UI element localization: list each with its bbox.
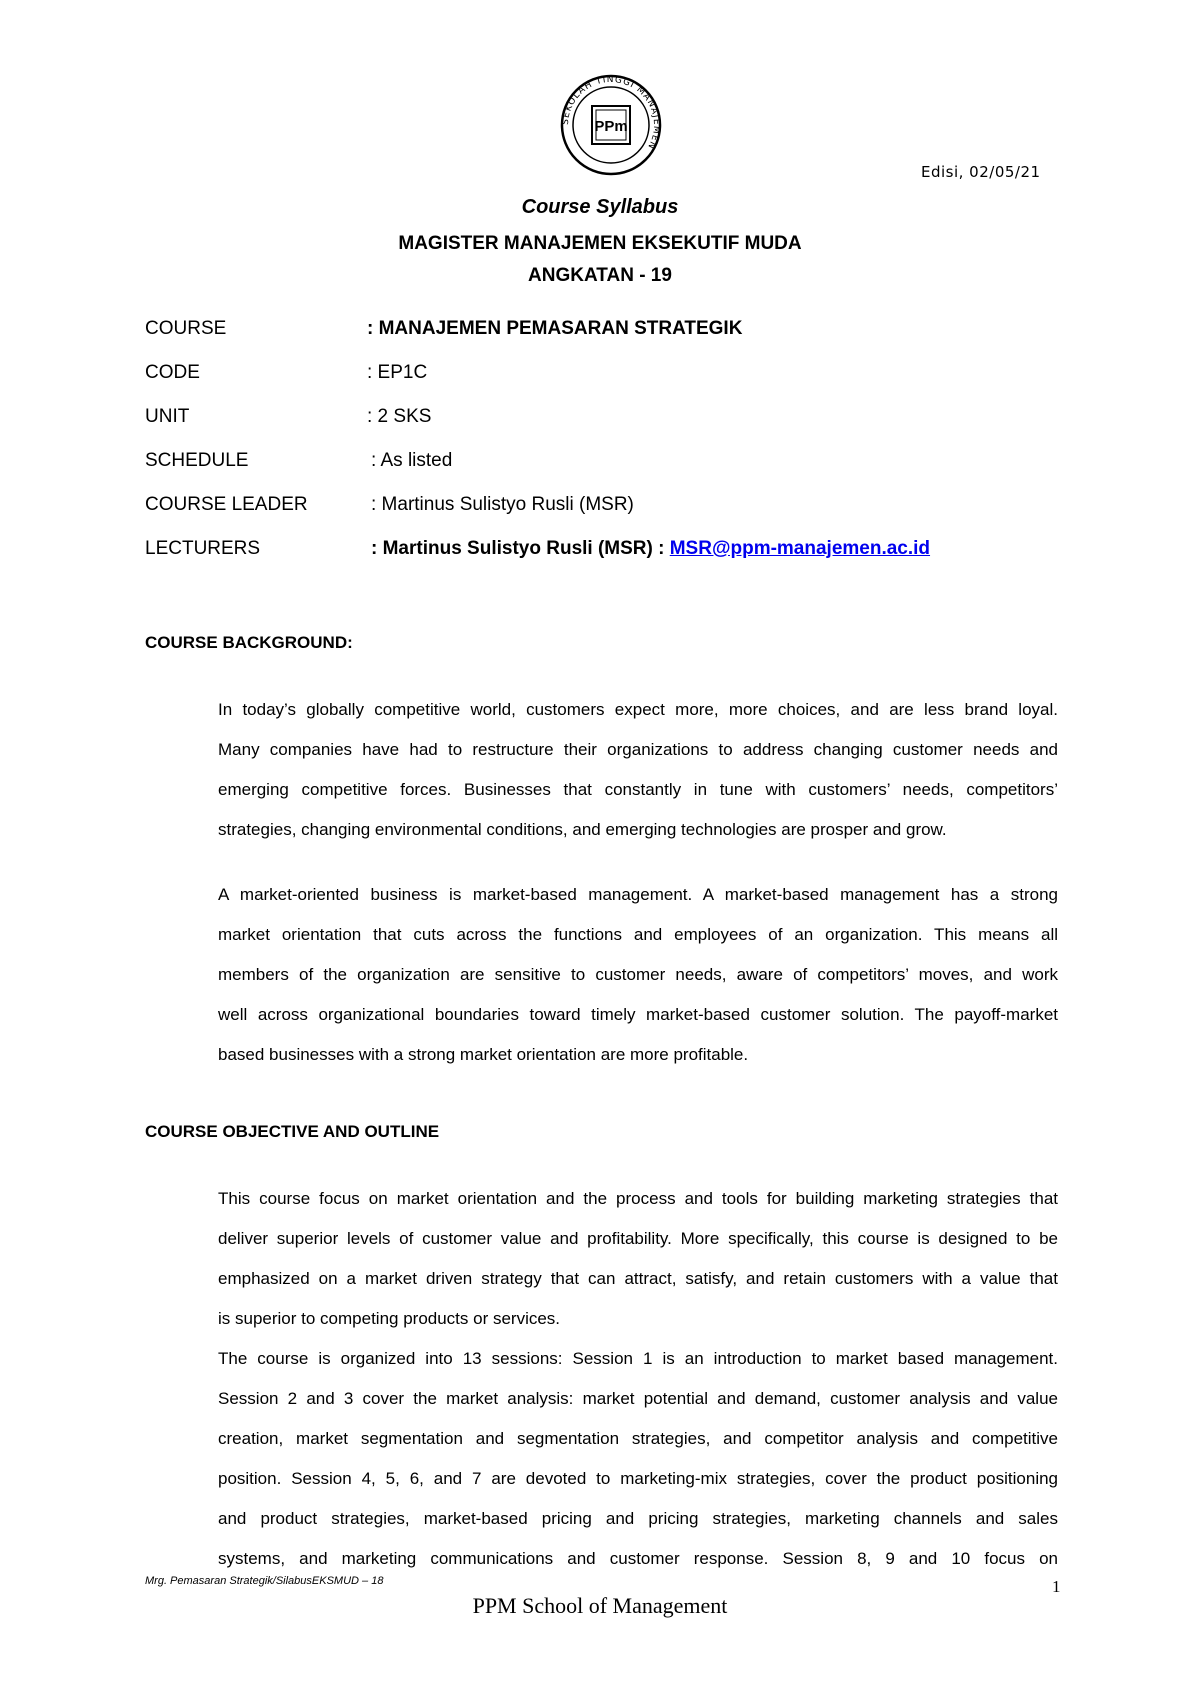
- background-title: COURSE BACKGROUND:: [145, 633, 353, 652]
- objective-paragraph-2: [218, 1339, 1058, 1579]
- leader-label: COURSE LEADER: [145, 494, 308, 515]
- text-line: The course is organized into 13 sessions: Session 1 is an introduction to market based management.: [218, 1349, 1058, 1368]
- background-paragraph-1: [218, 690, 1058, 850]
- text-line: well across organizational boundaries toward timely market-based customer solution. The payoff-market: [218, 1005, 1058, 1024]
- schedule-value: : As listed: [371, 450, 453, 471]
- text-line: This course focus on market orientation and the process and tools for building marketing strategies that: [218, 1189, 1058, 1208]
- course-value: : MANAJEMEN PEMASARAN STRATEGIK: [367, 318, 743, 339]
- text-line: position. Session 4, 5, 6, and 7 are devoted to marketing-mix strategies, cover the product positioning: [218, 1469, 1058, 1488]
- lecturers-value: [371, 538, 930, 560]
- edition-date: Edisi, 02/05/21: [921, 163, 1041, 181]
- code-row: [145, 362, 1095, 386]
- page-number: 1: [1052, 1577, 1061, 1596]
- lecturers-label: LECTURERS: [145, 538, 261, 559]
- logo-ring-text: SEKOLAH TINGGI MANAJEMEN: [560, 74, 662, 151]
- text-line: is superior to competing products or services.: [218, 1309, 561, 1328]
- text-line: In today’s globally competitive world, customers expect more, more choices, and are less brand loyal.: [218, 700, 1058, 719]
- text-line: Many companies have had to restructure their organizations to address changing customer needs and: [218, 740, 1058, 759]
- text-line: A market-oriented business is market-based management. A market-based management has a strong: [218, 885, 1058, 904]
- leader-value: : Martinus Sulistyo Rusli (MSR): [371, 494, 634, 515]
- leader-row: [145, 494, 1095, 518]
- school-logo: [559, 73, 663, 177]
- lecturer-email-link[interactable]: MSR@ppm-manajemen.ac.id: [669, 538, 931, 559]
- text-line: based businesses with a strong market orientation are more profitable.: [218, 1045, 749, 1064]
- text-line: Session 2 and 3 cover the market analysis: market potential and demand, customer analysis and value: [218, 1389, 1058, 1408]
- text-line: emerging competitive forces. Businesses that constantly in tune with customers’ needs, competitors’: [218, 780, 1058, 799]
- objective-title: COURSE OBJECTIVE AND OUTLINE: [145, 1122, 440, 1141]
- unit-row: [145, 406, 1095, 430]
- program-title: MAGISTER MANAJEMEN EKSEKUTIF MUDA: [398, 233, 802, 254]
- text-line: members of the organization are sensitive to customer needs, aware of competitors’ moves, and work: [218, 965, 1058, 984]
- schedule-row: [145, 450, 1095, 474]
- code-value: : EP1C: [367, 362, 428, 383]
- background-paragraph-2: [218, 875, 1058, 1075]
- course-label: COURSE: [145, 318, 227, 339]
- doc-type: Course Syllabus: [521, 196, 679, 218]
- unit-value: : 2 SKS: [367, 406, 432, 427]
- logo-text: PPm: [594, 118, 628, 135]
- lecturers-name: : Martinus Sulistyo Rusli (MSR) :: [371, 538, 670, 559]
- schedule-label: SCHEDULE: [145, 450, 249, 471]
- text-line: deliver superior levels of customer value and profitability. More specifically, this course is designed to be: [218, 1229, 1058, 1248]
- footer-school-name: PPM School of Management: [472, 1593, 728, 1618]
- text-line: strategies, changing environmental conditions, and emerging technologies are prosper and grow.: [218, 820, 947, 839]
- objective-paragraph-1: [218, 1179, 1058, 1339]
- lecturers-row: [145, 538, 1095, 562]
- text-line: and product strategies, market-based pricing and pricing strategies, marketing channels and sales: [218, 1509, 1058, 1528]
- unit-label: UNIT: [145, 406, 190, 427]
- footer-file-ref: Mrg. Pemasaran Strategik/SilabusEKSMUD – 18: [145, 1575, 384, 1587]
- text-line: market orientation that cuts across the functions and employees of an organization. This means all: [218, 925, 1058, 944]
- text-line: creation, market segmentation and segmentation strategies, and competitor analysis and competitive: [218, 1429, 1058, 1448]
- course-row: [145, 318, 1095, 342]
- batch-title: ANGKATAN - 19: [528, 265, 672, 286]
- text-line: emphasized on a market driven strategy that can attract, satisfy, and retain customers with a value that: [218, 1269, 1058, 1288]
- code-label: CODE: [145, 362, 200, 383]
- text-line: systems, and marketing communications and customer response. Session 8, 9 and 10 focus on: [218, 1549, 1058, 1568]
